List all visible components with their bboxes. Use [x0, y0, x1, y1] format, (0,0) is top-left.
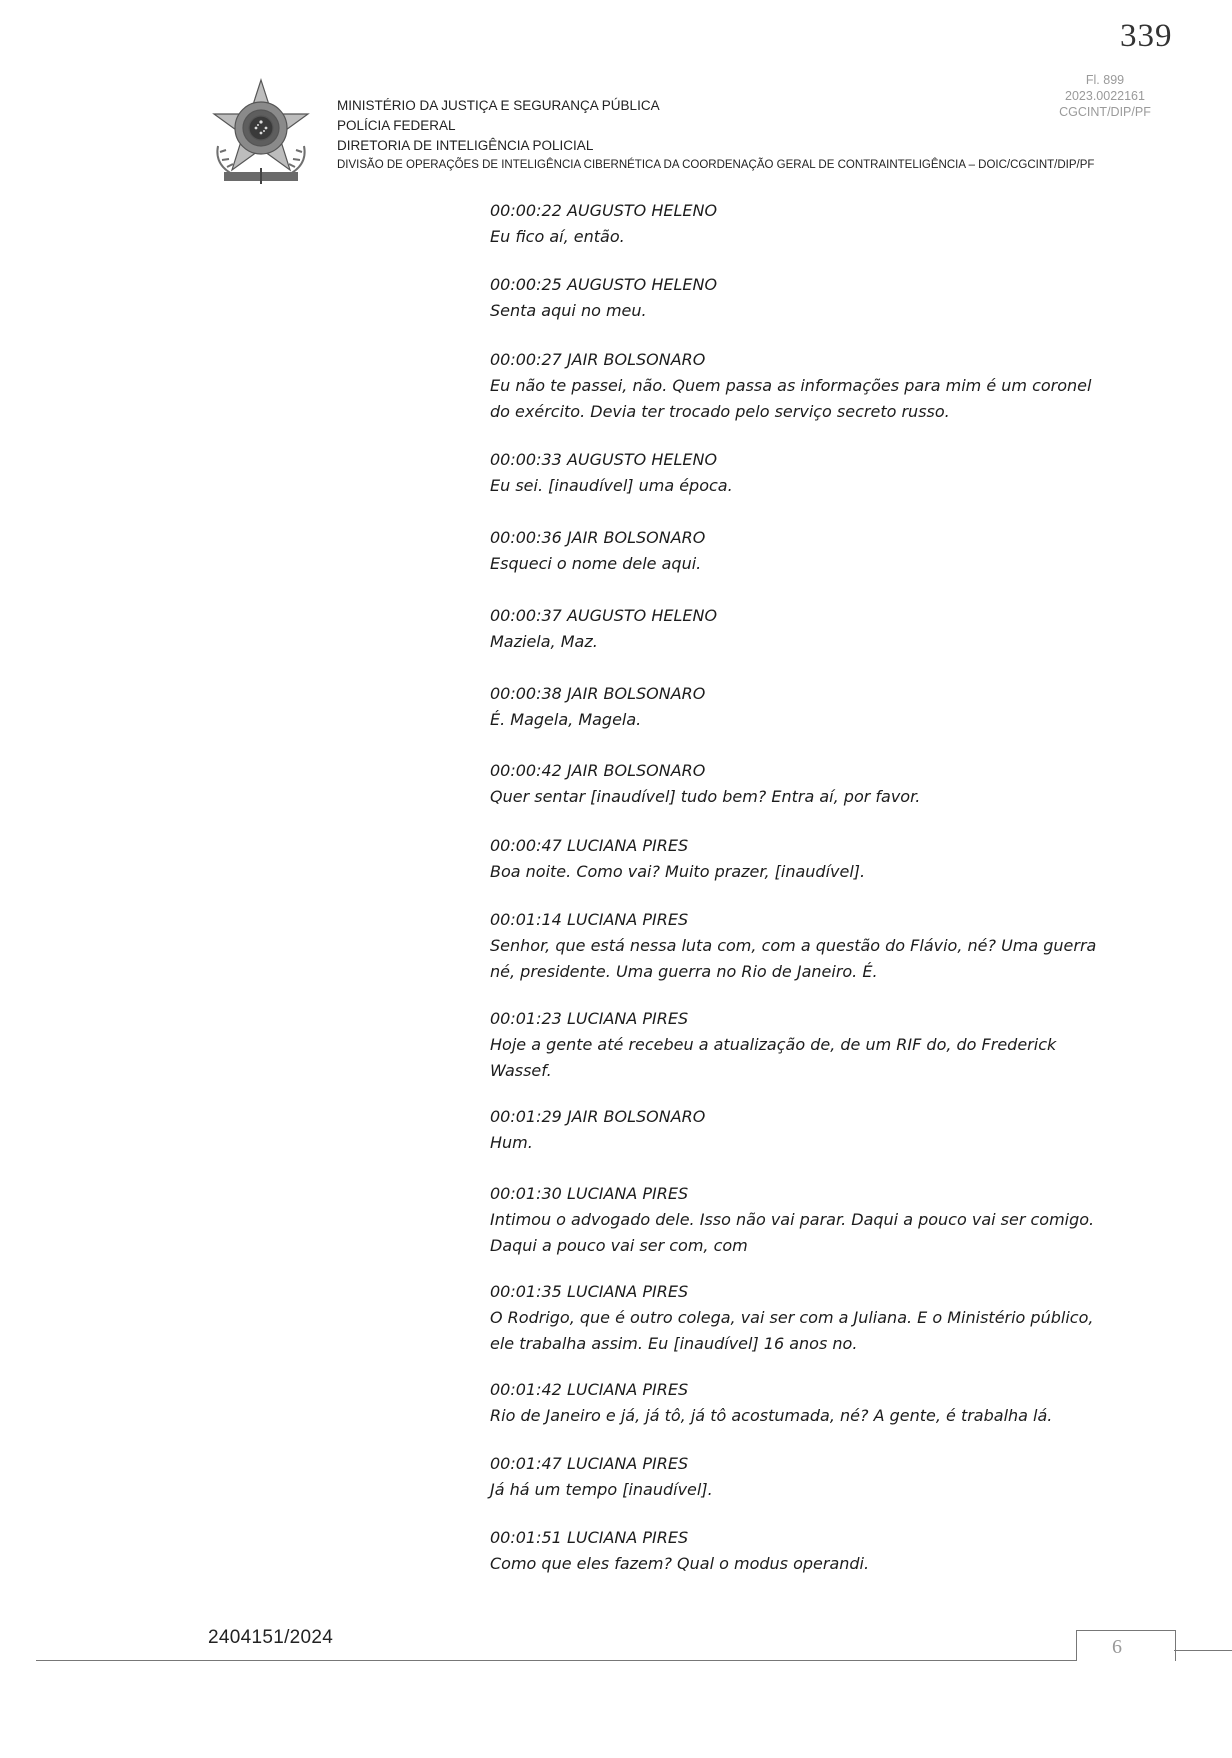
entry-text: Eu não te passei, não. Quem passa as informações para mim é um coronel [490, 376, 1092, 395]
footer-divider [36, 1660, 1076, 1661]
transcript-entry [490, 272, 1130, 324]
transcript-entry [490, 347, 1130, 425]
transcript-entry [490, 1451, 1130, 1503]
transcript-entry [490, 1377, 1130, 1429]
entry-text: Rio de Janeiro e já, já tô, já tô acostumada, né? A gente, é trabalha lá. [490, 1406, 1053, 1425]
entry-text: Senhor, que está nessa luta com, com a questão do Flávio, né? Uma guerra [490, 936, 1097, 955]
entry-timestamp-speaker: 00:01:47 LUCIANA PIRES [490, 1454, 689, 1473]
entry-text: É. Magela, Magela. [490, 710, 642, 729]
entry-text: né, presidente. Uma guerra no Rio de Janeiro. É. [490, 962, 878, 981]
transcript-entry [490, 907, 1130, 985]
entry-timestamp-speaker: 00:00:37 AUGUSTO HELENO [490, 606, 718, 625]
entry-text: Wassef. [490, 1061, 552, 1080]
transcript-entry [490, 198, 1130, 250]
header-ministry: MINISTÉRIO DA JUSTIÇA E SEGURANÇA PÚBLICA [337, 98, 660, 113]
entry-timestamp-speaker: 00:01:35 LUCIANA PIRES [490, 1282, 689, 1301]
entry-timestamp-speaker: 00:00:36 JAIR BOLSONARO [490, 528, 706, 547]
entry-text: Esqueci o nome dele aqui. [490, 554, 702, 573]
transcript-entry [490, 1279, 1130, 1357]
entry-timestamp-speaker: 00:00:22 AUGUSTO HELENO [490, 201, 718, 220]
entry-text: Senta aqui no meu. [490, 301, 647, 320]
entry-text: Hum. [490, 1133, 533, 1152]
transcript-entry [490, 1525, 1130, 1577]
entry-timestamp-speaker: 00:01:51 LUCIANA PIRES [490, 1528, 689, 1547]
entry-text: Quer sentar [inaudível] tudo bem? Entra aí, por favor. [490, 787, 921, 806]
entry-text: Daqui a pouco vai ser com, com [490, 1236, 748, 1255]
header-directorate: DIRETORIA DE INTELIGÊNCIA POLICIAL [337, 138, 594, 153]
entry-text: Já há um tempo [inaudível]. [490, 1480, 713, 1499]
transcript-entry [490, 1006, 1130, 1084]
transcript-entry [490, 758, 1130, 810]
transcript-entry [490, 1181, 1130, 1259]
entry-timestamp-speaker: 00:01:29 JAIR BOLSONARO [490, 1107, 706, 1126]
entry-timestamp-speaker: 00:00:33 AUGUSTO HELENO [490, 450, 718, 469]
page-number: 339 [1120, 18, 1173, 54]
transcript-entry [490, 603, 1130, 655]
entry-timestamp-speaker: 00:01:30 LUCIANA PIRES [490, 1184, 689, 1203]
entry-timestamp-speaker: 00:01:42 LUCIANA PIRES [490, 1380, 689, 1399]
transcript-entry [490, 447, 1130, 499]
footer-page-number: 6 [1112, 1636, 1122, 1658]
header-police: POLÍCIA FEDERAL [337, 118, 456, 133]
transcript-entry [490, 833, 1130, 885]
document-header [337, 96, 1094, 174]
entry-text: Como que eles fazem? Qual o modus operandi. [490, 1554, 870, 1573]
entry-text: O Rodrigo, que é outro colega, vai ser com a Juliana. E o Ministério público, [490, 1308, 1094, 1327]
entry-text: ele trabalha assim. Eu [inaudível] 16 anos no. [490, 1334, 858, 1353]
entry-timestamp-speaker: 00:01:23 LUCIANA PIRES [490, 1009, 689, 1028]
footer-divider-right [1174, 1650, 1232, 1651]
stamp-folio: Fl. 899 [1085, 73, 1125, 87]
entry-timestamp-speaker: 00:00:25 AUGUSTO HELENO [490, 275, 718, 294]
entry-text: Boa noite. Como vai? Muito prazer, [inaudível]. [490, 862, 866, 881]
entry-text: do exército. Devia ter trocado pelo serviço secreto russo. [490, 402, 950, 421]
transcript-entry [490, 1104, 1130, 1156]
entry-text: Hoje a gente até recebeu a atualização de, de um RIF do, do Frederick [490, 1035, 1057, 1054]
transcript-entry [490, 681, 1130, 733]
entry-timestamp-speaker: 00:00:47 LUCIANA PIRES [490, 836, 689, 855]
entry-timestamp-speaker: 00:00:38 JAIR BOLSONARO [490, 684, 706, 703]
entry-text: Intimou o advogado dele. Isso não vai parar. Daqui a pouco vai ser comigo. [490, 1210, 1095, 1229]
coat-of-arms-icon [206, 76, 316, 186]
entry-text: Eu sei. [inaudível] uma época. [490, 476, 733, 495]
entry-timestamp-speaker: 00:00:42 JAIR BOLSONARO [490, 761, 706, 780]
footer-page-box [1076, 1630, 1176, 1661]
entry-text: Maziela, Maz. [490, 632, 598, 651]
document-id: 2404151/2024 [208, 1627, 334, 1648]
header-division: DIVISÃO DE OPERAÇÕES DE INTELIGÊNCIA CIBERNÉTICA DA COORDENAÇÃO GERAL DE CONTRAINTELIGÊNCIA – DOIC/CGCINT/DIP/PF [337, 159, 1095, 171]
transcript-entry [490, 525, 1130, 577]
entry-text: Eu fico aí, então. [490, 227, 625, 246]
entry-timestamp-speaker: 00:01:14 LUCIANA PIRES [490, 910, 689, 929]
entry-timestamp-speaker: 00:00:27 JAIR BOLSONARO [490, 350, 706, 369]
stamp-process: 2023.0022161 [1065, 89, 1145, 103]
stamp-unit: CGCINT/DIP/PF [1059, 105, 1151, 119]
